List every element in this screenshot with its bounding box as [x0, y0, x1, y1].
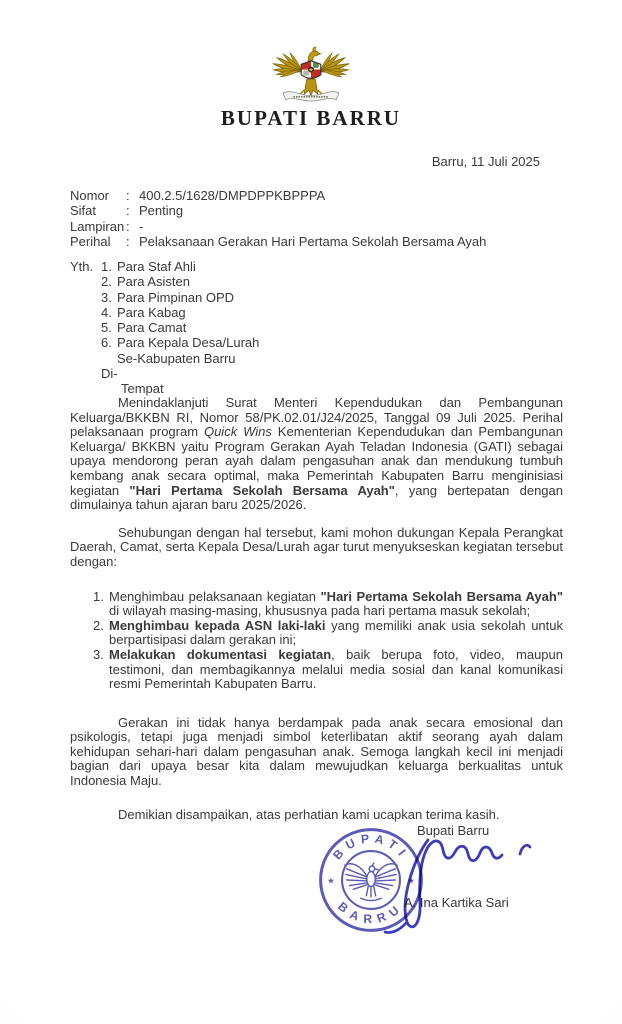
meta-separator: :	[126, 188, 130, 203]
meta-label: Sifat	[70, 203, 97, 219]
recipient-text: Para Asisten	[117, 274, 190, 290]
recipient-text: Para Staf Ahli	[117, 259, 196, 274]
recipient-row	[70, 320, 259, 335]
action-item	[93, 619, 563, 648]
meta-value: 400.2.5/1628/DMPDPPKBPPPA	[139, 188, 326, 203]
recipient-row	[70, 335, 259, 350]
meta-row-sifat	[70, 203, 486, 218]
recipient-text: Para Camat	[117, 320, 187, 336]
recipient-row	[70, 305, 259, 320]
action-list	[70, 590, 563, 692]
date-line: Barru, 11 Juli 2025	[431, 154, 540, 169]
signature-icon	[348, 828, 538, 940]
tempat-label: Tempat	[121, 381, 164, 397]
action-number: 1.	[93, 588, 104, 604]
paragraph-3: Gerakan ini tidak hanya berdampak pada anak secara emosional dan psikologis, tetapi juga menjadi simbol keterlibatan aktif seorang ayah dalam kehidupan sehari-hari dalam pengasuhan anak. Semoga langkah kecil ini menjadi bagian dari upaya besar kita dalam mewujudkan keluarga berkualitas untuk Indonesia Maju.	[70, 714, 563, 789]
salutation: Yth.	[70, 259, 94, 274]
recipient-text: Para Pimpinan OPD	[117, 289, 235, 305]
signer-name: A. Ina Kartika Sari	[404, 895, 509, 910]
action-text: Melakukan dokumentasi kegiatan, baik berupa foto, video, maupun testimoni, dan membagikannya melalui media sosial dan kanal komunikasi resmi Pemerintah Kabupaten Barru.	[109, 646, 563, 692]
recipient-number: 3.	[101, 289, 112, 305]
stamp-eagle-icon	[345, 863, 397, 900]
recipient-number: 1.	[101, 259, 112, 274]
action-number: 3.	[93, 646, 104, 662]
recipient-text: Para Kabag	[117, 304, 186, 320]
meta-label: Nomor	[70, 188, 110, 203]
recipient-row	[70, 274, 259, 289]
letter-meta	[70, 188, 486, 249]
action-number: 2.	[93, 617, 104, 633]
meta-value: Pelaksanaan Gerakan Hari Pertama Sekolah Bersama Ayah	[139, 233, 487, 249]
recipient-row	[70, 290, 259, 305]
action-item	[93, 590, 563, 619]
meta-label: Lampiran	[70, 218, 125, 234]
meta-row-nomor	[70, 188, 486, 203]
stamp-star-right-icon: ★	[407, 875, 415, 886]
meta-label: Perihal	[70, 233, 111, 249]
stamp-bottom-text: BARRU	[335, 899, 407, 926]
official-stamp-icon	[315, 824, 427, 936]
recipient-number: 5.	[101, 320, 112, 336]
svg-text:BUPATI	[330, 831, 412, 862]
meta-separator: :	[126, 218, 130, 234]
paragraph-2: Sehubungan dengan hal tersebut, kami mohon dukungan Kepala Perangkat Daerah, Camat, serta Kepala Desa/Lurah agar turut menyukseskan kegiatan tersebut dengan:	[70, 524, 563, 569]
meta-value: -	[139, 218, 144, 234]
garuda-pancasila-emblem	[269, 30, 353, 114]
stamp-top-text: BUPATI	[330, 831, 412, 863]
recipient-number: 2.	[101, 274, 112, 290]
recipient-text: Para Kepala Desa/Lurah	[117, 335, 260, 351]
letter-body	[70, 396, 563, 822]
stamp-star-left-icon: ★	[327, 875, 335, 886]
paragraph-1: Menindaklanjuti Surat Menteri Kependudukan dan Pembangunan Keluarga/BKKBN RI, Nomor 58/PK.02.01/J24/2025, Tanggal 09 Juli 2025. Perihal pelaksanaan program Quick Wins Kementerian Kependudukan dan Pembangunan Keluarga/ BKKBN yaitu Program Gerakan Ayah Teladan Indonesia (GATI) sebagai upaya mendorong peran ayah dalam pengasuhan anak dan mendukung tumbuh kembang anak secara optimal, maka Pemerintah Kabupaten Barru menginisiasi kegiatan "Hari Pertama Sekolah Bersama Ayah", yang bertepatan dengan dimulainya tahun ajaran baru 2025/2026.	[70, 395, 563, 513]
action-text: Menghimbau kepada ASN laki-laki yang memiliki anak usia sekolah untuk berpartisipasi dalam gerakan ini;	[109, 617, 564, 648]
recipient-number: 6.	[101, 335, 112, 351]
recipient-number: 4.	[101, 304, 112, 320]
di-label: Di-	[101, 366, 118, 382]
action-text: Menghimbau pelaksanaan kegiatan "Hari Pertama Sekolah Bersama Ayah" di wilayah masing-masing, khususnya pada hari pertama masuk sekolah;	[109, 588, 564, 619]
recipient-row	[70, 259, 259, 274]
letterhead-title: BUPATI BARRU	[220, 106, 402, 130]
meta-row-perihal	[70, 234, 486, 249]
recipient-scope: Se-Kabupaten Barru	[117, 350, 236, 366]
meta-value: Penting	[139, 203, 184, 219]
recipient-block	[70, 259, 259, 397]
action-item	[93, 648, 563, 692]
meta-separator: :	[126, 203, 130, 219]
svg-text:BARRU	[335, 899, 407, 926]
meta-separator: :	[126, 233, 130, 249]
signer-title: Bupati Barru	[417, 823, 490, 838]
paragraph-4: Demikian disampaikan, atas perhatian kami ucapkan terima kasih.	[118, 806, 500, 822]
meta-row-lampiran	[70, 219, 486, 234]
